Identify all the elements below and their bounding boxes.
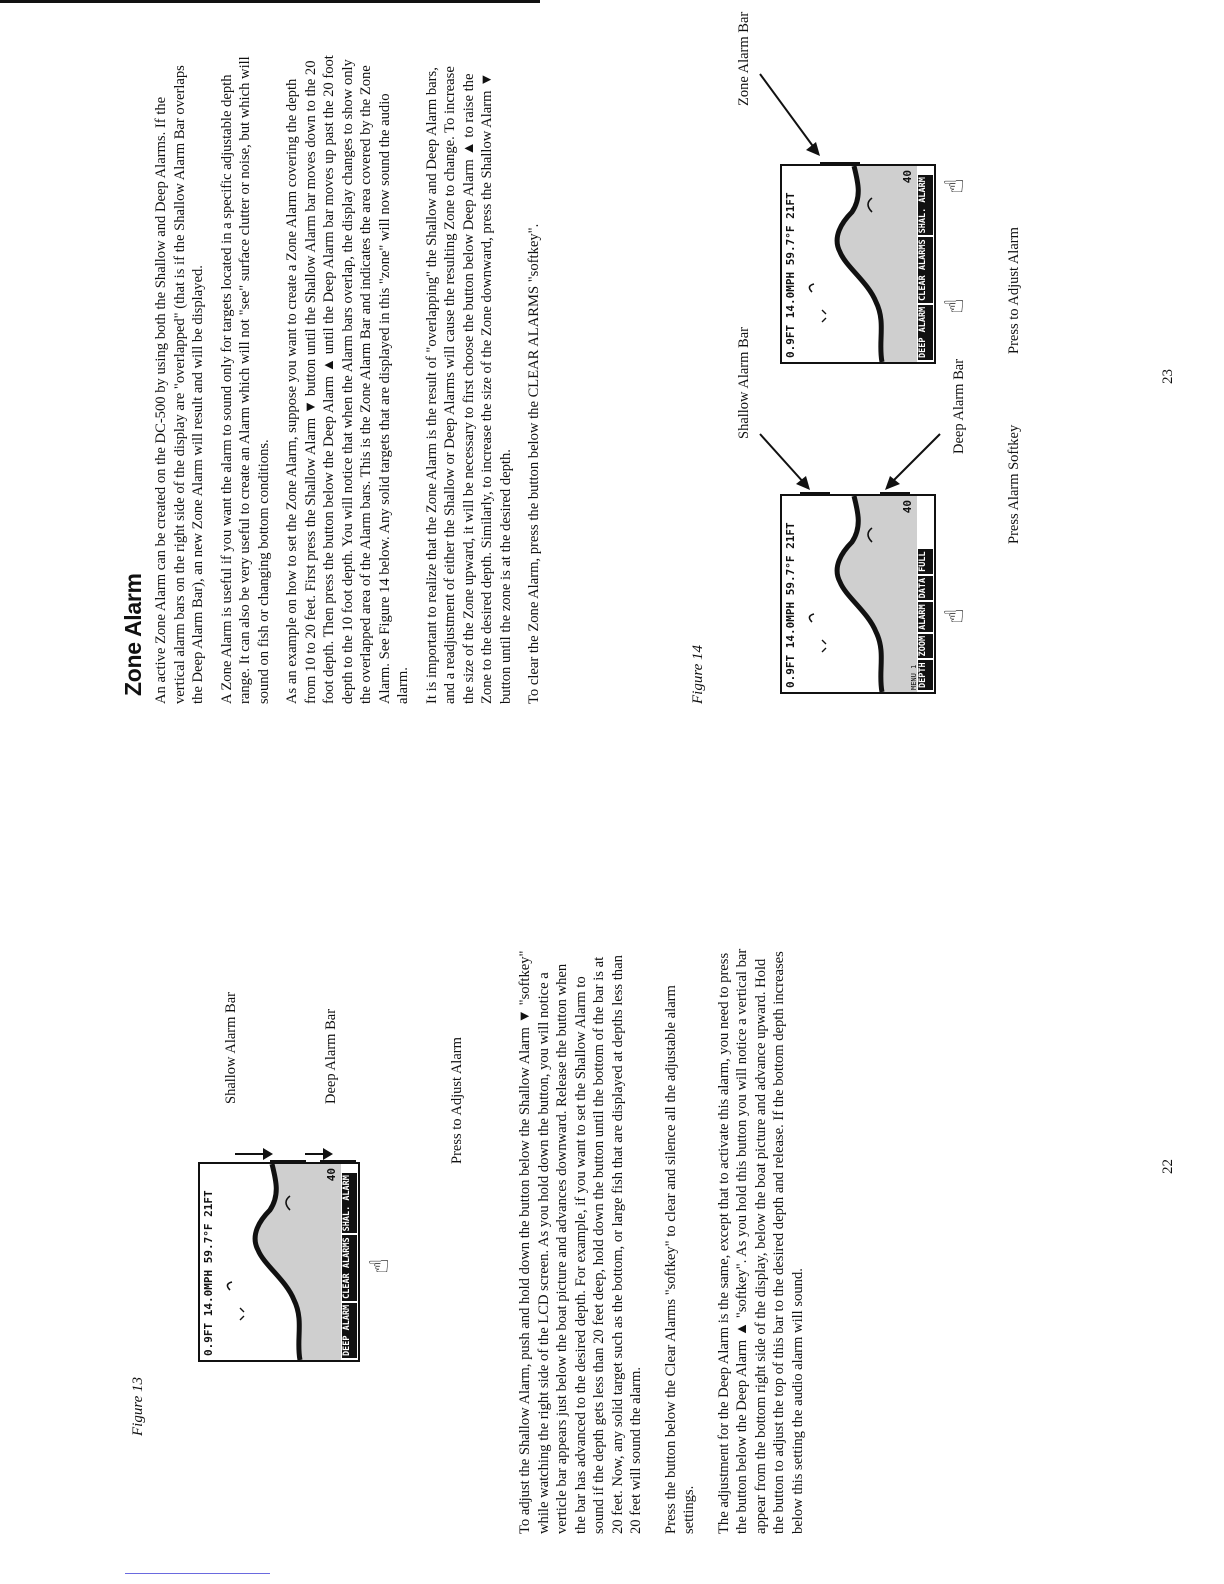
figure-14-shallow-label: Shallow Alarm Bar: [736, 327, 752, 439]
figure-14-zone-label: Zone Alarm Bar: [736, 11, 752, 106]
hand-press-icon-right: ☝: [940, 178, 970, 194]
figure-14a-lcd: [780, 494, 936, 694]
right-paragraph-2: A Zone Alarm is useful if you want the alarm to sound only for targets located in a specific adjustable depth range. It can also be very useful to create an Alarm which will not "see" surface clutter or noise, but which will sound on fish or changing bottom conditions.: [218, 56, 272, 704]
figure-13-lcd: [198, 1162, 360, 1362]
figure-13-press-label: Press to Adjust Alarm: [449, 1037, 465, 1164]
right-paragraph-4: It is important to realize that the Zone Alarm is the result of "overlapping" the Shallow and Deep Alarm bars, and a readjustment of either the Shallow or Deep Alarms will cause the resulting Zone to change. To increase the size of the Zone upward, it will be necessary to first choose the button below Deep Alarm ▲ to raise the Zone to the desired depth. Similarly, to increase the size of the Zone downward, press the Shallow Alarm ▼ button until the zone is at the desired depth.: [423, 66, 514, 704]
softkey-shal-alarm[interactable]: SHAL. ALARM: [342, 1173, 357, 1233]
depth-scale: 40: [901, 170, 914, 184]
softkey-row: [917, 496, 934, 692]
depth-scale: 40: [325, 1168, 338, 1182]
figure-13-caption: Figure 13: [130, 1376, 146, 1436]
left-paragraph-1: To adjust the Shallow Alarm, push and hold down the button below the Shallow Alarm ▼ "softkey" while watching the right side of the LCD screen. As you hold down the button, you will notice a verticle bar appears just below the boat picture and advances downward. Release the button when the bar has advanced to the desired depth. For example, if you want to set the Shallow Alarm to sound if the depth gets less than 20 feet deep, hold down the button until the bottom of the bar is at 20 feet. Now, any solid target such as the bottom, or large fish that are displayed at depths less than 20 feet will sound the alarm.: [517, 950, 644, 1534]
figure-13-shallow-label: Shallow Alarm Bar: [223, 992, 239, 1104]
softkey-data[interactable]: DATA: [918, 576, 933, 600]
softkey-full[interactable]: FULL: [918, 549, 933, 573]
left-paragraph-2: Press the button below the Clear Alarms "softkey" to clear and silence all the adjustable alarm settings.: [662, 985, 697, 1534]
figure-14b-lcd: [780, 164, 936, 364]
page-number-22: 22: [1160, 1159, 1176, 1174]
figure-14-press-softkey-label: Press Alarm Softkey: [1006, 424, 1022, 544]
hand-press-icon: ☝: [940, 608, 970, 624]
lcd-header: 0.9FT 14.0MPH 59.7°F 21FT: [784, 192, 797, 358]
sonar-image: [782, 496, 934, 692]
hand-press-icon-left: ☝: [940, 298, 970, 314]
page-number-23: 23: [1160, 369, 1176, 384]
zone-alarm-heading: Zone Alarm: [120, 573, 146, 696]
lcd-header: 0.9FT 14.0MPH 59.7°F 21FT: [784, 522, 797, 688]
softkey-clear-alarms[interactable]: CLEAR ALARMS: [918, 237, 933, 302]
depth-scale: 40: [901, 500, 914, 514]
softkey-row: [917, 166, 934, 362]
softkey-clear-alarms[interactable]: CLEAR ALARMS: [342, 1235, 357, 1300]
lcd-header: 0.9FT 14.0MPH 59.7°F 21FT: [202, 1190, 215, 1356]
left-page-text: [516, 944, 807, 1534]
softkey-depth[interactable]: DEPTH: [918, 660, 933, 690]
sonar-image: [200, 1164, 358, 1360]
right-paragraph-3: As an example on how to set the Zone Alarm, suppose you want to create a Zone Alarm covering the depth from 10 to 20 feet. First press the Shallow Alarm ▼ button until the Shallow Alarm bar moves down to the 20 foot depth. Then press the button below the Deep Alarm ▲ until the Deep Alarm bar moves up past the 20 foot depth to the 10 foot depth. You will notice that when the Alarm bars overlap, the display changes to show only the overlapped area of the Alarm bars. This is the Zone Alarm Bar and indicates the area covered by the Zone Alarm. See Figure 14 below. Any solid targets that are displayed in this "zone" will now sound the audio alarm.: [284, 55, 411, 704]
left-paragraph-3: The adjustment for the Deep Alarm is the same, except that to activate this alarm, you need to press the button below the Deep Alarm ▲ "softkey". As you hold this button you will notice a vertical bar appear from the bottom right side of the display, below the boat picture and advance upward. Hold the button to adjust the top of this bar to the desired depth and release. If the bottom depth increases below this setting the audio alarm will sound.: [715, 948, 806, 1534]
pointer-arrows: [225, 1144, 345, 1184]
softkey-shal-alarm[interactable]: SHAL. ALARM: [918, 175, 933, 235]
softkey-alarm[interactable]: ALARM: [918, 602, 933, 632]
figure-14-press-adjust-label: Press to Adjust Alarm: [1006, 227, 1022, 354]
pointer-arrow: [750, 64, 830, 164]
pointer-arrows: [750, 414, 950, 504]
figure-14-deep-label: Deep Alarm Bar: [951, 358, 967, 454]
right-paragraph-1: An active Zone Alarm can be created on the DC-500 by using both the Shallow and Deep Alarms. If the vertical alarm bars on the right side of the display are "overlapped" (that is if the Shallow Alarm Bar overlaps the Deep Alarm Bar), an new Zone Alarm will result and will be displayed.: [153, 65, 206, 704]
softkey-row: [341, 1164, 358, 1360]
figure-14-caption: Figure 14: [690, 644, 706, 704]
softkey-zoom[interactable]: ZOOM: [918, 634, 933, 658]
right-paragraph-5: To clear the Zone Alarm, press the button below the CLEAR ALARMS "softkey".: [526, 223, 542, 704]
menu-label: MENU 1: [910, 664, 918, 690]
figure-13-deep-label: Deep Alarm Bar: [323, 1008, 339, 1104]
sonar-image: [782, 166, 934, 362]
softkey-deep-alarm[interactable]: DEEP ALARM: [342, 1303, 357, 1358]
hand-press-icon: ☝: [365, 1258, 395, 1274]
softkey-deep-alarm[interactable]: DEEP ALARM: [918, 305, 933, 360]
right-page-text: [152, 54, 544, 704]
